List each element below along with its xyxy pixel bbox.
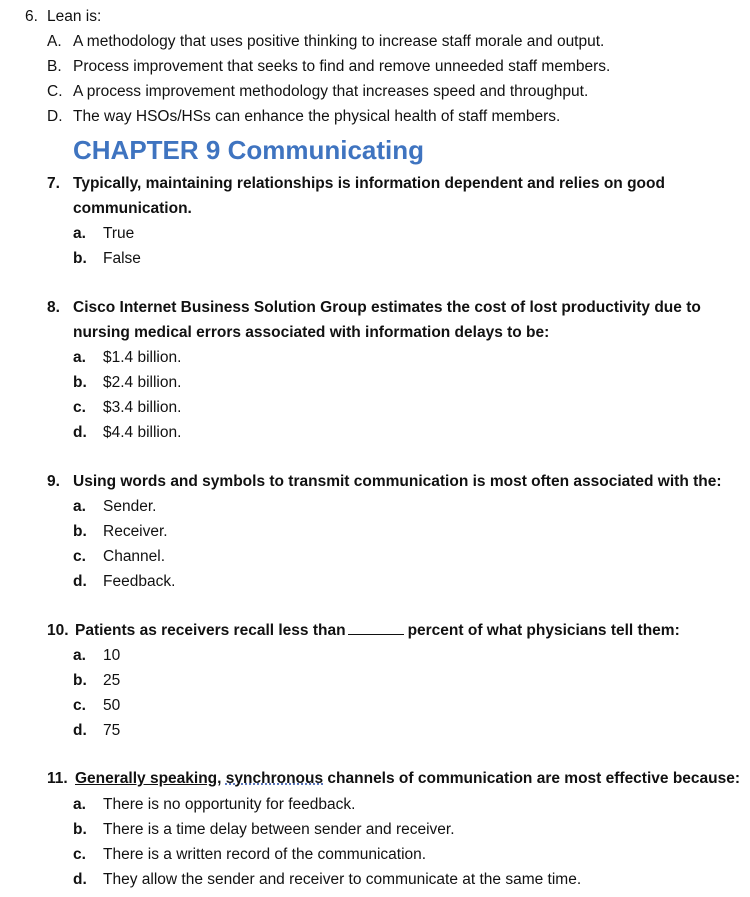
question-text: Lean is: bbox=[47, 8, 102, 25]
option-text: Receiver. bbox=[103, 523, 168, 540]
option-text: There is no opportunity for feedback. bbox=[103, 796, 356, 813]
question-number: 8. bbox=[47, 299, 60, 316]
option-text: The way HSOs/HSs can enhance the physical health of staff members. bbox=[73, 108, 561, 125]
question-text bbox=[75, 768, 740, 790]
option-text: Process improvement that seeks to find and remove unneeded staff members. bbox=[73, 58, 611, 75]
option-letter: d. bbox=[73, 871, 87, 888]
question-number: 9. bbox=[47, 473, 60, 490]
question-text: communication. bbox=[73, 200, 192, 217]
option-text: 10 bbox=[103, 647, 121, 664]
option-text: $2.4 billion. bbox=[103, 374, 182, 391]
question-number: 10. bbox=[47, 622, 69, 639]
option-letter: a. bbox=[73, 498, 86, 515]
question-text bbox=[75, 620, 680, 642]
spellcheck-underlined-word: synchronous bbox=[225, 770, 324, 787]
fill-in-blank bbox=[348, 620, 404, 635]
option-text: $1.4 billion. bbox=[103, 349, 182, 366]
option-text: True bbox=[103, 225, 135, 242]
option-text: A process improvement methodology that increases speed and throughput. bbox=[73, 83, 589, 100]
option-letter: b. bbox=[73, 250, 87, 267]
option-letter: C. bbox=[47, 83, 63, 100]
option-letter: d. bbox=[73, 722, 87, 739]
option-text: Sender. bbox=[103, 498, 157, 515]
option-letter: a. bbox=[73, 796, 86, 813]
chapter-heading: CHAPTER 9 Communicating bbox=[73, 135, 425, 165]
option-text: $4.4 billion. bbox=[103, 424, 182, 441]
question-text: Using words and symbols to transmit communication is most often associated with the: bbox=[73, 473, 722, 490]
stem-after-blank: percent of what physicians tell them: bbox=[407, 622, 680, 639]
option-letter: c. bbox=[73, 697, 86, 714]
option-letter: a. bbox=[73, 647, 86, 664]
option-text: False bbox=[103, 250, 141, 267]
option-letter: b. bbox=[73, 672, 87, 689]
option-letter: d. bbox=[73, 573, 87, 590]
option-letter: A. bbox=[47, 33, 62, 50]
option-letter: d. bbox=[73, 424, 87, 441]
option-text: There is a time delay between sender and receiver. bbox=[103, 821, 455, 838]
option-text: A methodology that uses positive thinking to increase staff morale and output. bbox=[73, 33, 605, 50]
option-text: $3.4 billion. bbox=[103, 399, 182, 416]
question-text: Cisco Internet Business Solution Group estimates the cost of lost productivity due to bbox=[73, 299, 701, 316]
option-text: Channel. bbox=[103, 548, 166, 565]
option-text: 25 bbox=[103, 672, 121, 689]
option-letter: c. bbox=[73, 846, 86, 863]
option-letter: B. bbox=[47, 58, 62, 75]
option-letter: D. bbox=[47, 108, 63, 125]
option-letter: b. bbox=[73, 523, 87, 540]
option-letter: b. bbox=[73, 821, 87, 838]
question-text: Typically, maintaining relationships is information dependent and relies on good bbox=[73, 175, 665, 192]
option-letter: a. bbox=[73, 225, 86, 242]
question-number: 6. bbox=[25, 8, 38, 25]
stem-rest: channels of communication are most effective because: bbox=[327, 770, 741, 787]
question-text: nursing medical errors associated with information delays to be: bbox=[73, 324, 550, 341]
option-letter: b. bbox=[73, 374, 87, 391]
option-text: 75 bbox=[103, 722, 121, 739]
option-letter: a. bbox=[73, 349, 86, 366]
question-number: 11. bbox=[47, 770, 68, 787]
option-letter: c. bbox=[73, 399, 86, 416]
option-text: They allow the sender and receiver to communicate at the same time. bbox=[103, 871, 582, 888]
option-letter: c. bbox=[73, 548, 86, 565]
question-number: 7. bbox=[47, 175, 60, 192]
option-text: 50 bbox=[103, 697, 121, 714]
option-text: There is a written record of the communication. bbox=[103, 846, 427, 863]
underlined-phrase: Generally speaking, bbox=[75, 770, 222, 787]
option-text: Feedback. bbox=[103, 573, 176, 590]
stem-before-blank: Patients as receivers recall less than bbox=[75, 622, 346, 639]
